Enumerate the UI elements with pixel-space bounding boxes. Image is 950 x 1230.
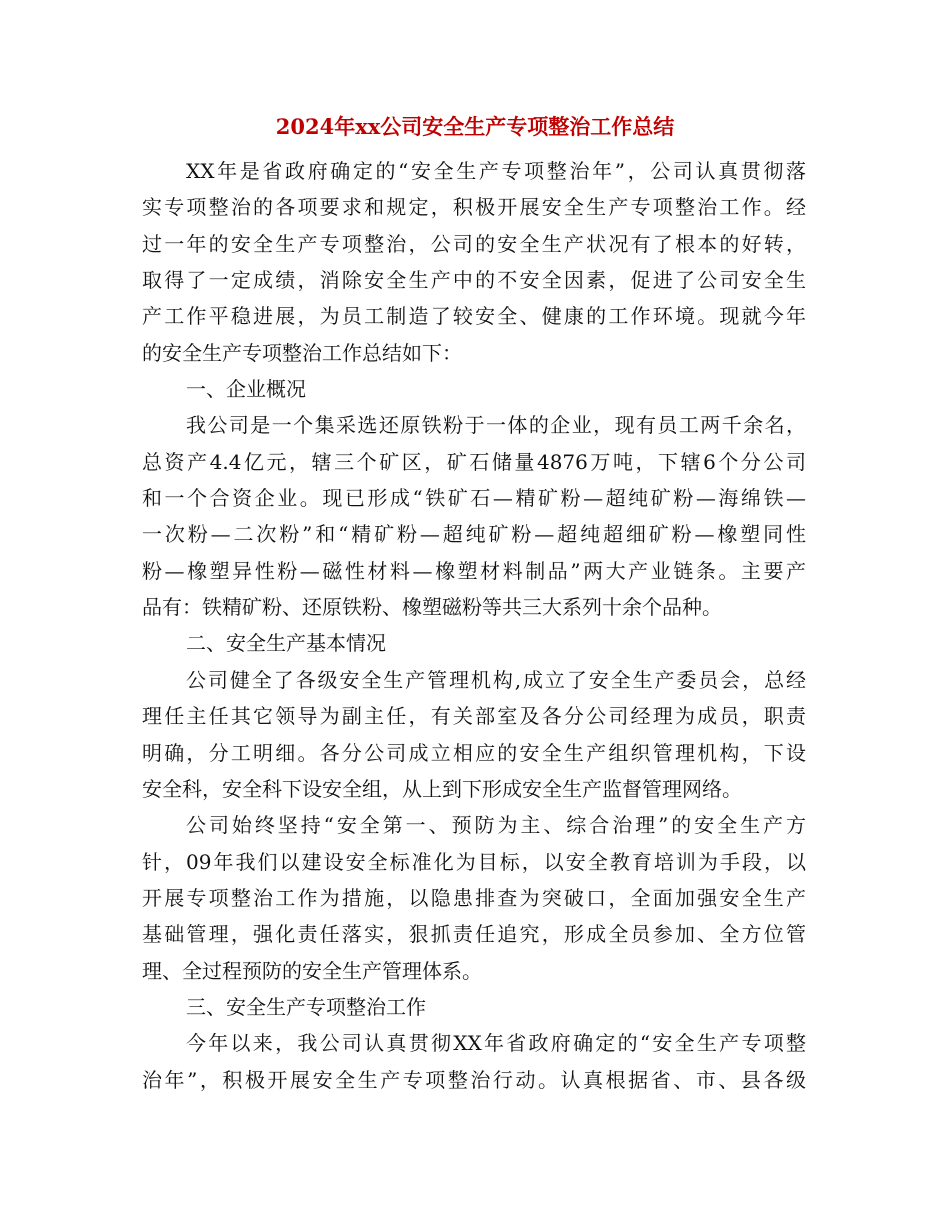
text-line: 一次粉—二次粉”和“精矿粉—超纯矿粉—超纯超细矿粉—橡塑同性 xyxy=(142,522,806,547)
section-heading-rectification xyxy=(142,989,806,1025)
text-line: 和一个合资企业。现已形成“铁矿石—精矿粉—超纯矿粉—海绵铁— xyxy=(142,486,806,511)
text-line: 基础管理，强化责任落实，狠抓责任追究，形成全员参加、全方位管 xyxy=(142,922,806,947)
text-line: 明确，分工明细。各分公司成立相应的安全生产组织管理机构，下设 xyxy=(142,740,806,765)
section-heading-safety-basics xyxy=(142,625,806,661)
text-line: 针，09年我们以建设安全标准化为目标，以安全教育培训为手段，以 xyxy=(142,849,806,874)
paragraph-rectification xyxy=(142,1025,806,1098)
text-line: 理、全过程预防的安全生产管理体系。 xyxy=(142,958,482,983)
paragraph-policy xyxy=(142,807,806,989)
text-line: 总资产4.4亿元，辖三个矿区，矿石储量4876万吨，下辖6个分公司 xyxy=(142,449,806,474)
paragraph-overview xyxy=(142,407,806,625)
section-heading-overview xyxy=(142,371,806,407)
text-line: 公司健全了各级安全生产管理机构,成立了安全生产委员会，总经 xyxy=(186,667,806,692)
section-heading: 二、安全生产基本情况 xyxy=(186,631,386,656)
text-line: 粉—橡塑异性粉—磁性材料—橡塑材料制品”两大产业链条。主要产 xyxy=(142,558,806,583)
document-body xyxy=(142,153,806,1098)
text-line: 安全科，安全科下设安全组，从上到下形成安全生产监督管理网络。 xyxy=(142,776,742,801)
text-line: 开展专项整治工作为措施，以隐患排查为突破口，全面加强安全生产 xyxy=(142,885,806,910)
section-heading: 一、企业概况 xyxy=(186,377,306,402)
text-line: 过一年的安全生产专项整治，公司的安全生产状况有了根本的好转， xyxy=(142,231,806,256)
text-line: 的安全生产专项整治工作总结如下： xyxy=(142,340,462,365)
document-title: 2024年xx公司安全生产专项整治工作总结 xyxy=(275,114,675,139)
text-line: XX年是省政府确定的“安全生产专项整治年”，公司认真贯彻落 xyxy=(186,159,806,183)
paragraph-intro xyxy=(142,153,806,371)
text-line: 我公司是一个集采选还原铁粉于一体的企业，现有员工两千余名， xyxy=(186,413,806,438)
text-line: 治年”，积极开展安全生产专项整治行动。认真根据省、市、县各级 xyxy=(142,1067,806,1092)
section-heading: 三、安全生产专项整治工作 xyxy=(186,994,426,1019)
text-line: 理任主任其它领导为副主任，有关部室及各分公司经理为成员，职责 xyxy=(142,704,806,729)
text-line: 公司始终坚持“安全第一、预防为主、综合治理”的安全生产方 xyxy=(186,813,806,838)
text-line: 品有：铁精矿粉、还原铁粉、橡塑磁粉等共三大系列十余个品种。 xyxy=(142,595,722,620)
text-line: 产工作平稳进展，为员工制造了较安全、健康的工作环境。现就今年 xyxy=(142,304,806,329)
text-line: 实专项整治的各项要求和规定，积极开展安全生产专项整治工作。经 xyxy=(142,195,806,220)
text-line: 今年以来，我公司认真贯彻XX年省政府确定的“安全生产专项整 xyxy=(186,1031,806,1056)
text-line: 取得了一定成绩，消除安全生产中的不安全因素，促进了公司安全生 xyxy=(142,268,806,293)
paragraph-organization xyxy=(142,662,806,807)
